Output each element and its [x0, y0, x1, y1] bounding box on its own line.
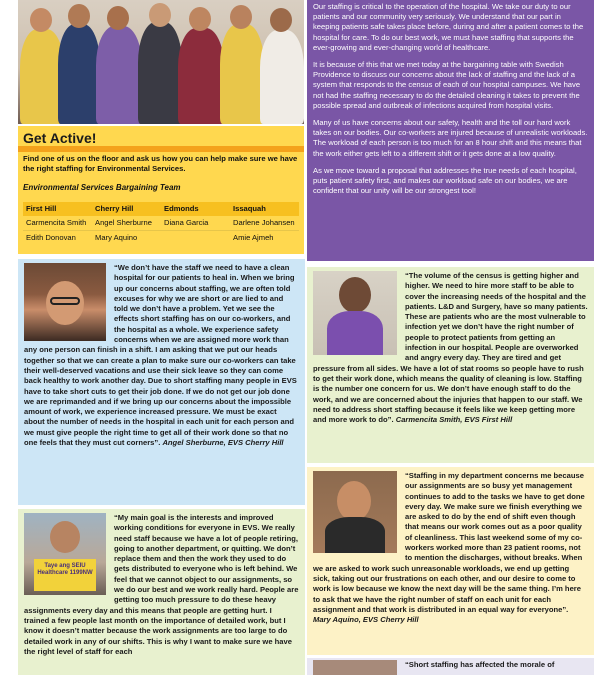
quote-text: “We don’t have the staff we need to have a clean hospital for our patients to heal in. When we bring up our concerns about staffing, we are often told excuses for why we are short or are lied to and told we don’t have a problem. Yet we see the effects short staffing has on our co-workers, and the hospital as a whole. We experience safety concerns when we are assigned more work than any one person can finish in a shift. I am asking that we put our heads together so that we can create a plan to make sure our co-workers can take their well-deserved vacations and use their sick leave so they can come back healthy to work another day. Due to short staffing many people in EVS have to take short cuts to get their job done. If we do not get our job done we are reprimanded and if we bring up our concerns about the impossible amount of work, we experience increased pressure. We must be exact about the number of needs in the hospital in each unit for each person and we must give people the right time to get all of their work done so that no one feels that they must cut corners”. [24, 263, 297, 448]
mary-portrait [313, 471, 397, 553]
team-member: Amie Ajmeh [233, 233, 274, 242]
team-header: Cherry Hill [92, 202, 161, 216]
team-member: Angel Sherburne [95, 218, 152, 227]
team-member [161, 231, 230, 245]
team-member: Darlene Johansen [233, 218, 295, 227]
statement-paragraph: It is because of this that we met today at the bargaining table with Swedish Providence to discuss our concerns about the lack of staffing and the lack of a system that responds to the census of each of our hospital campuses. We have not had the staffing necessary to do the detailed cleaning it takes to prevent the possible spread and outbreak of infections acquired from hospital visits. [313, 60, 581, 110]
quote-angel-box [18, 259, 305, 505]
quote-mary-box [307, 467, 594, 655]
team-header: First Hill [23, 202, 92, 216]
bargaining-team-table [23, 202, 299, 245]
team-member: Edith Donovan [26, 233, 76, 242]
statement-paragraph: Many of us have concerns about our safety, health and the toll our hard work takes on our bodies. Our co-workers are injured because of unrealistic workloads. The workload of each person is too much for an 8 hour shift and this means that the work either gets left to a different shift or it gets done at a low quality. [313, 118, 588, 158]
team-header: Edmonds [161, 202, 230, 216]
quote-signature: Carmencita Smith, EVS First Hill [395, 415, 513, 425]
get-active-box [18, 126, 304, 254]
quote-partial-box [307, 658, 594, 675]
team-member: Mary Aquino [95, 233, 138, 242]
quote-carmencita-box [307, 267, 594, 463]
group-photo [18, 0, 304, 124]
quote-text: “The volume of the census is getting higher and higher. We need to hire more staff to be able to cover the increasing needs of the hospital and the patients. L&D and Surgery, have so many patients. These are patients who are the most vulnerable to infection yet we don’t have the right number of people to protect patients from getting an infection in our hospital. People are overworked and angry every day. They are tired and get pressure from all sides. We have a lot of stat rooms so people have to rush to get their work done, which means the quality of cleaning is low. Staffing is the number one concern for us. We don’t have enough staff to do the work, and we are concerned about the injuries that happen to our staff. We need to address short staffing because it feels like we keep getting more and more work to do”. [313, 271, 588, 425]
sign-text: Taye ang SEIU Healthcare 1199NW [37, 563, 93, 576]
team-row [23, 216, 299, 231]
quote-text: “Short staffing has affected the morale of [405, 660, 555, 669]
partial-portrait [313, 660, 397, 675]
quote-evs-box [18, 509, 305, 675]
staffing-statement-panel [307, 0, 594, 261]
statement-paragraph: As we move toward a proposal that addresses the true needs of each hospital, puts patient safety first, and makes our workload safe on our bodies, we are confident that our unity will be our strongest tool! [313, 165, 577, 196]
sign-holder-photo [24, 513, 106, 595]
union-sign [34, 559, 96, 591]
team-row [23, 231, 299, 245]
carmencita-portrait [313, 271, 397, 355]
team-header-row [23, 202, 299, 216]
quote-text: “My main goal is the interests and improved working conditions for everyone in EVS. We really need staff because we have a lot of people retiring, going to another department, or quitting. We don’t replace them and then the work they used to do gets distributed to everyone who is left behind. We feel that we cannot object to our assignments, so we do our best and we work really hard. People are getting too much pressure to do these heavy assignments every day and this means that people are getting hurt. I trained a few people last month on the importance of detailed work, but I know it doesn’t matter because the work assignments are too large to do detailed work in any of our shifts. This is why I want to make sure we have the right level of staff for each [24, 513, 299, 656]
team-member: Diana Garcia [164, 218, 209, 227]
quote-signature: Mary Aquino, EVS Cherry Hill [313, 615, 419, 625]
quote-signature: Angel Sherburne, EVS Cherry Hill [162, 438, 284, 448]
quote-text: “Staffing in my department concerns me because our assignments are so busy yet management continues to add to the tasks we have to get done every day. We make sure we finish everything we are asked to do by the end of shift even though that means our work comes out as a poor quality of cleanliness. This last weekend some of my co-workers worked more than 23 patient rooms, not to mention the discharges, without breaks. When we are asked to work such unreasonable workloads, we end up getting sick, taking out our frustrations on each other, and our desire to come to work is low because we know the next day will be the same thing. I’m here to ask that we have the right number of staff on each unit for each assignment and that work is distributed in an equal way for everyone”. [313, 471, 585, 614]
statement-paragraph: Our staffing is critical to the operation of the hospital. We take our duty to our patients and our community very seriously. We understand that our part in keeping patients safe takes place before, during and after a patient comes to the hospital for care. To do our best work, we must have staffing that supports the ever-growing and ever-changing world of healthcare. [313, 2, 584, 52]
get-active-text: Find one of us on the floor and ask us how you can help make sure we have the right staffing for Environmental Services. [23, 154, 298, 173]
title-underline [18, 146, 304, 152]
team-member: Carmencita Smith [26, 218, 87, 227]
team-title: Environmental Services Bargaining Team [23, 183, 181, 192]
angel-portrait [24, 263, 106, 341]
get-active-title: Get Active! [23, 130, 97, 146]
team-header: Issaquah [230, 202, 299, 216]
